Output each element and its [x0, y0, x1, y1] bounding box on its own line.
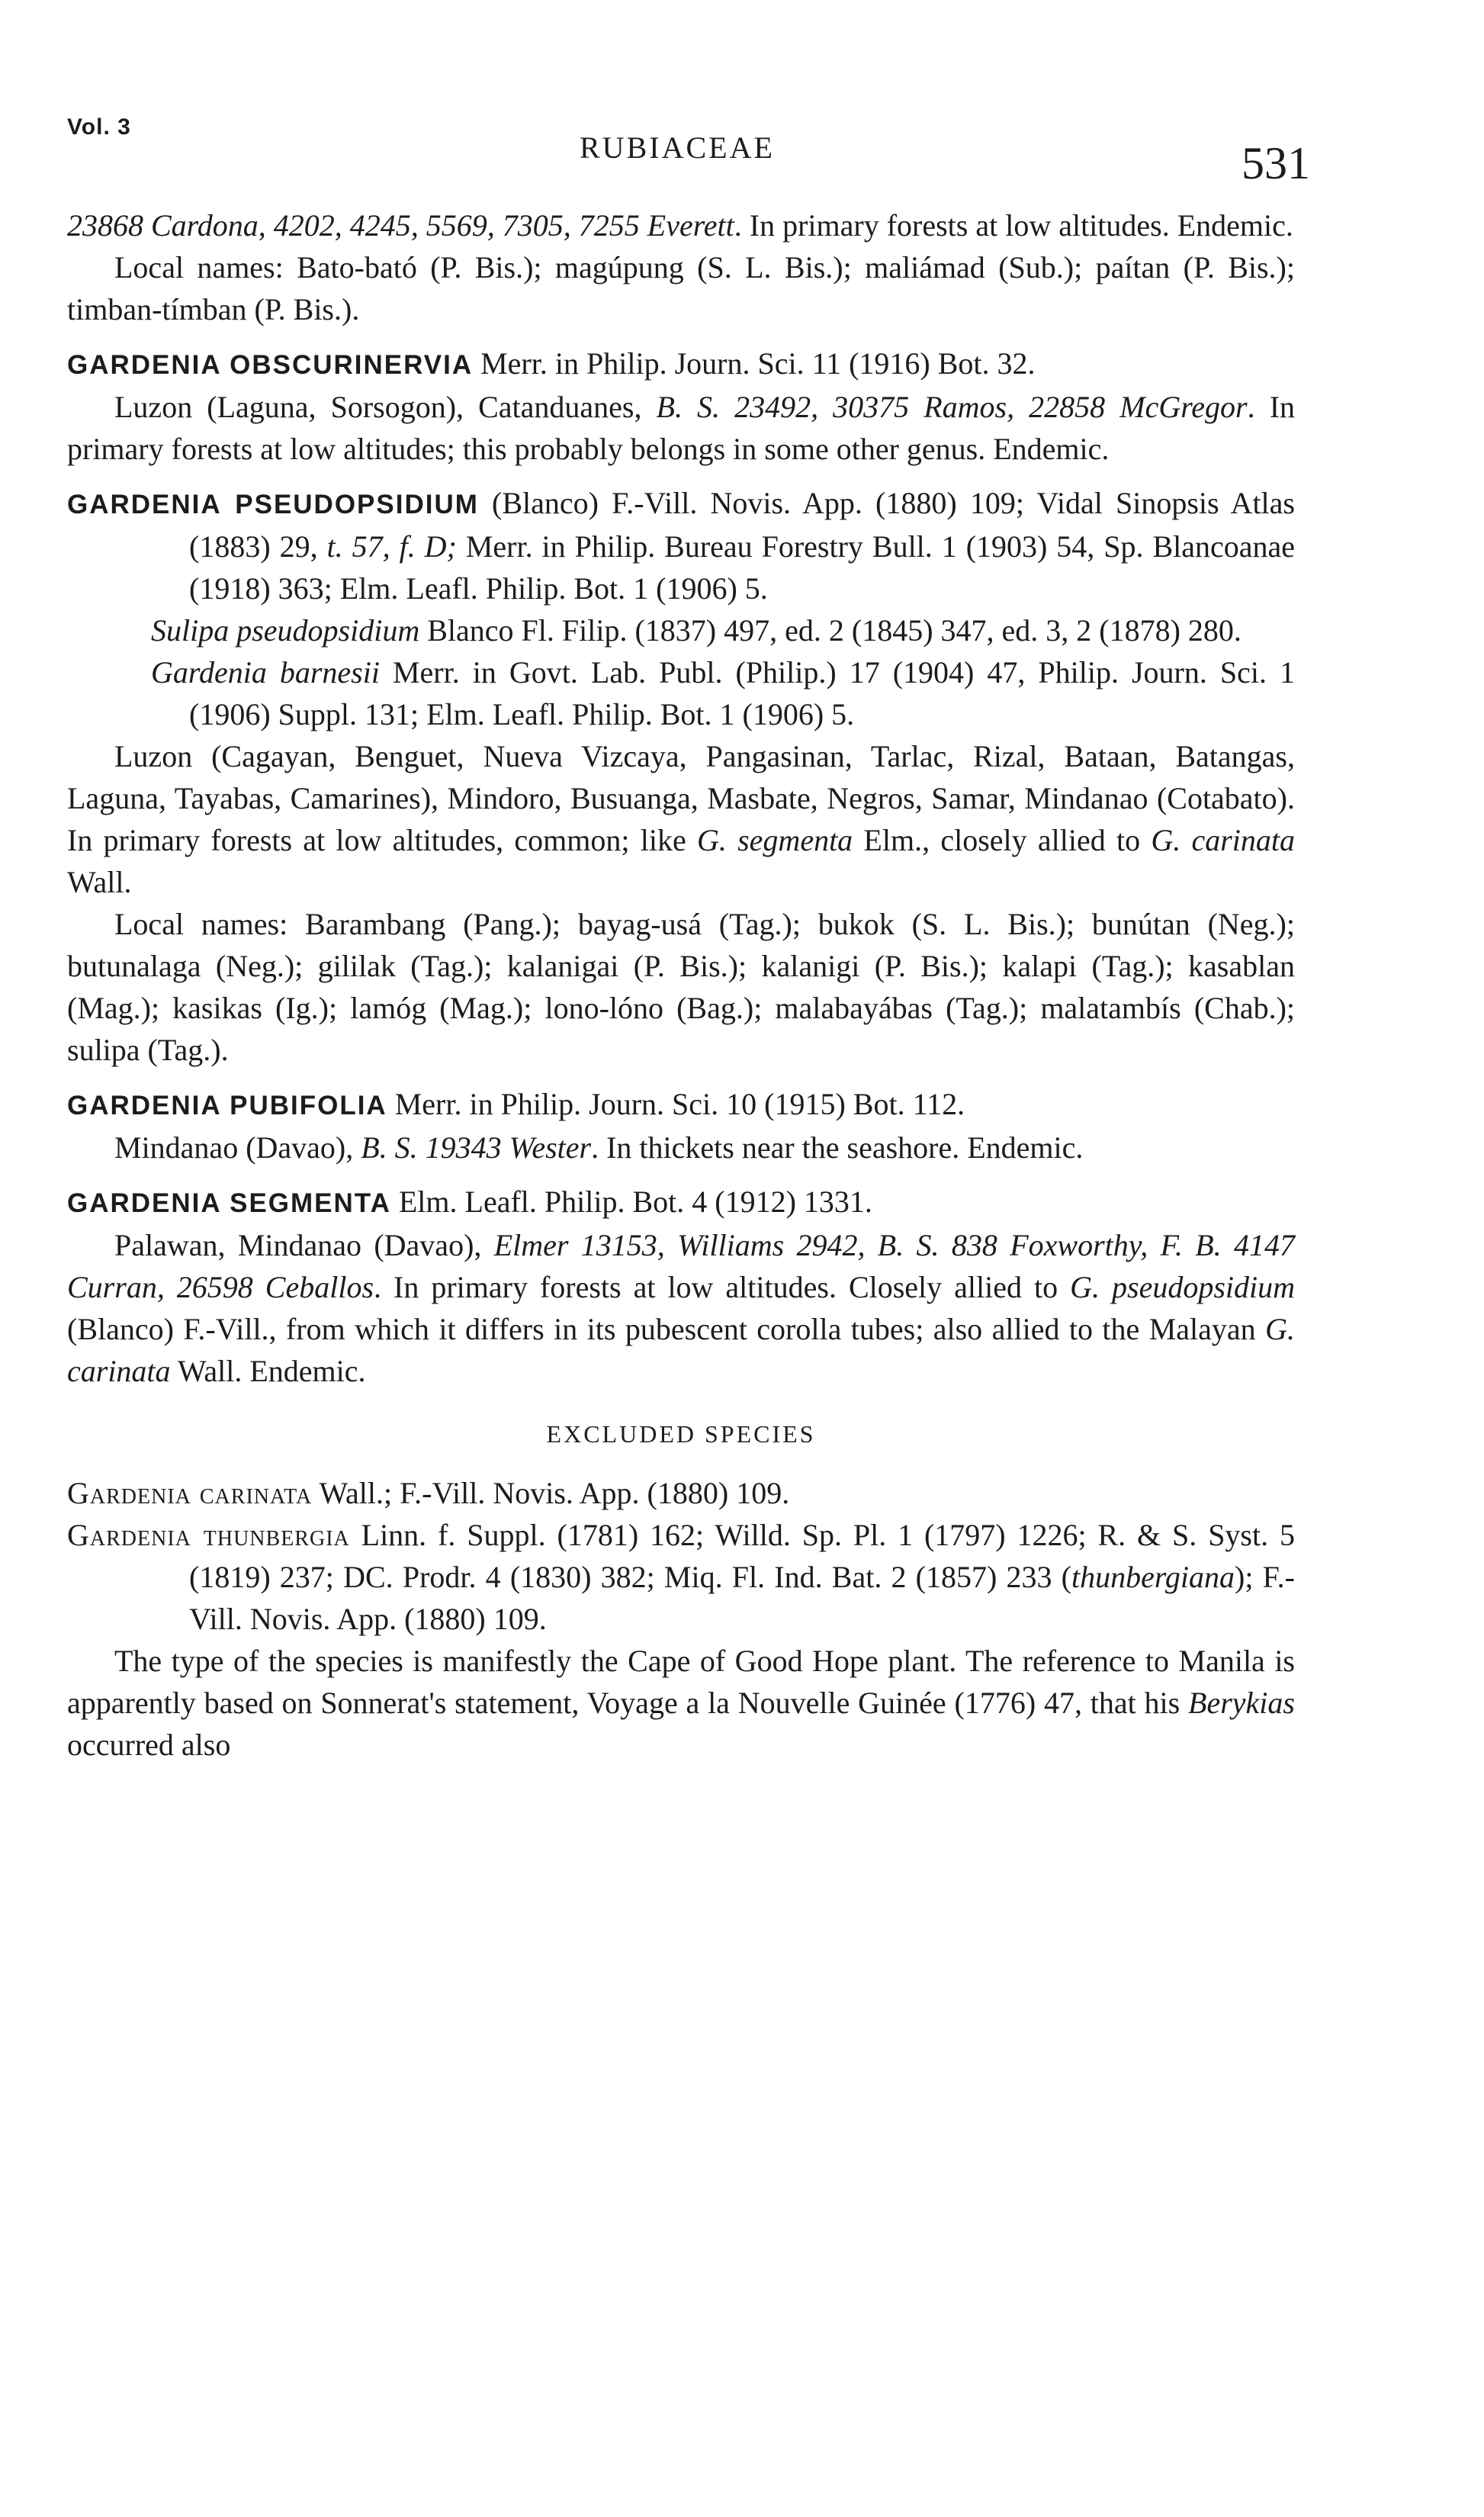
species-name: Gardenia carinata: [67, 1476, 313, 1510]
text-segment: Merr. in Govt. Lab. Publ. (Philip.) 17 (1904) 47, Philip. Journ. Sci. 1 (1906) Suppl. 131; Elm. Leafl. Philip. Bot. 1 (1906) 5.: [189, 655, 1295, 731]
text-segment: EXCLUDED SPECIES: [546, 1420, 816, 1448]
page-number: 531: [1241, 138, 1310, 188]
species-entry: [67, 1514, 1295, 1640]
italic-text: t. 57, f. D;: [326, 529, 457, 564]
paragraph: [67, 1127, 1295, 1168]
text-segment: ); F.-Vill. Novis. App. (1880) 109.: [189, 1560, 1295, 1636]
synonym-entry: [67, 609, 1295, 651]
text-segment: The type of the species is manifestly the Cape of Good Hope plant. The reference to Manila is apparently based on Sonnerat's statement, Voyage a la Nouvelle Guinée (1776) 47, that his: [67, 1644, 1295, 1720]
text-segment: Luzon (Cagayan, Benguet, Nueva Vizcaya, Pangasinan, Tarlac, Rizal, Bataan, Batangas, Laguna, Tayabas, Camarines), Mindoro, Busuanga, Masbate, Negros, Samar, Mindanao (Cotabato). In primary forests at low altitudes, common; like: [67, 739, 1295, 857]
text-segment: Wall.: [67, 865, 132, 899]
text-segment: . In primary forests at low altitudes. Endemic.: [734, 208, 1293, 243]
italic-text: G. carinata: [1151, 823, 1295, 857]
italic-text: 23868 Cardona, 4202, 4245, 5569, 7305, 7255 Everett: [67, 208, 734, 243]
species-entry: [67, 1181, 1295, 1224]
text-segment: Merr. in Philip. Journ. Sci. 11 (1916) Bot. 32.: [473, 346, 1036, 381]
paragraph: [67, 1224, 1295, 1392]
text-segment: (Blanco) F.-Vill., from which it differs in its pubescent corolla tubes; also allied to the Malayan: [67, 1312, 1266, 1346]
italic-text: G. segmenta: [696, 823, 853, 857]
paragraph: [67, 246, 1295, 330]
volume-label: Vol. 3: [67, 114, 131, 140]
species-entry: [67, 342, 1295, 386]
text-segment: . In primary forests at low altitudes; this probably belongs in some other genus. Endemic.: [67, 390, 1296, 466]
running-title: RUBIACEAE: [580, 130, 775, 165]
species-name: GARDENIA PUBIFOLIA: [67, 1091, 387, 1120]
text-segment: Elm., closely allied to: [853, 823, 1152, 857]
paragraph: [67, 903, 1295, 1071]
text-segment: occurred also: [67, 1728, 231, 1762]
text-segment: Merr. in Philip. Journ. Sci. 10 (1915) Bot. 112.: [387, 1087, 965, 1121]
paragraph: [67, 204, 1295, 246]
text-segment: Wall. Endemic.: [170, 1354, 366, 1388]
text-segment: . In primary forests at low altitudes. Closely allied to: [374, 1270, 1071, 1304]
species-name: GARDENIA OBSCURINERVIA: [67, 350, 474, 380]
text-segment: Blanco Fl. Filip. (1837) 497, ed. 2 (1845) 347, ed. 3, 2 (1878) 280.: [419, 613, 1241, 648]
paragraph: [67, 1640, 1295, 1766]
text-segment: Mindanao (Davao),: [114, 1130, 361, 1165]
paragraph: [67, 386, 1295, 470]
body-text: [67, 204, 1295, 1766]
species-entry: [67, 482, 1295, 609]
text-segment: Wall.; F.-Vill. Novis. App. (1880) 109.: [312, 1476, 790, 1510]
italic-text: Sulipa pseudopsidium: [151, 613, 420, 648]
italic-text: B. S. 19343 Wester: [361, 1130, 592, 1165]
species-name: GARDENIA PSEUDOPSIDIUM: [67, 490, 479, 519]
text-segment: (Blanco) F.-Vill. Novis. App. (1880) 109; Vidal Sinopsis Atlas (1883) 29,: [189, 486, 1295, 564]
species-entry: [67, 1472, 1295, 1514]
paragraph: [67, 735, 1295, 903]
italic-text: Elmer 13153, Williams 2942, B. S. 838 Foxworthy, F. B. 4147 Curran, 26598 Ceballos: [67, 1228, 1295, 1304]
italic-text: G. pseudopsidium: [1070, 1270, 1296, 1304]
italic-text: Berykias: [1188, 1686, 1295, 1720]
text-segment: Linn. f. Suppl. (1781) 162; Willd. Sp. Pl. 1 (1797) 1226; R. & S. Syst. 5 (1819) 237; DC. Prodr. 4 (1830) 382; Miq. Fl. Ind. Bat. 2 (1857) 233 (: [189, 1518, 1296, 1594]
section-heading: [67, 1413, 1295, 1455]
text-segment: . In thickets near the seashore. Endemic.: [591, 1130, 1084, 1165]
text-segment: Merr. in Philip. Bureau Forestry Bull. 1 (1903) 54, Sp. Blancoanae (1918) 363; Elm. Leafl. Philip. Bot. 1 (1906) 5.: [189, 529, 1296, 606]
text-segment: Luzon (Laguna, Sorsogon), Catanduanes,: [114, 390, 657, 424]
text-segment: Elm. Leafl. Philip. Bot. 4 (1912) 1331.: [390, 1185, 872, 1219]
species-name: GARDENIA SEGMENTA: [67, 1188, 391, 1218]
text-segment: Palawan, Mindanao (Davao),: [114, 1228, 494, 1262]
italic-text: B. S. 23492, 30375 Ramos, 22858 McGregor: [656, 390, 1248, 424]
italic-text: thunbergiana: [1071, 1560, 1235, 1594]
italic-text: G. carinata: [67, 1312, 1295, 1388]
species-name: Gardenia thunbergia: [67, 1518, 350, 1552]
species-entry: [67, 1083, 1295, 1127]
text-segment: Local names: Bato-bató (P. Bis.); magúpung (S. L. Bis.); maliámad (Sub.); paítan (P. Bis.); timban-tímban (P. Bis.).: [67, 250, 1295, 326]
synonym-entry: [67, 651, 1295, 735]
italic-text: Gardenia barnesii: [151, 655, 380, 690]
text-segment: Local names: Barambang (Pang.); bayag-usá (Tag.); bukok (S. L. Bis.); bunútan (Neg.); butunalaga (Neg.); gililak (Tag.); kalanigai (P. Bis.); kalanigi (P. Bis.); kalapi (Tag.); kasablan (Mag.); kasikas (Ig.); lamóg (Mag.); lono-lóno (Bag.); malabayábas (Tag.); malatambís (Chab.); sulipa (Tag.).: [67, 907, 1295, 1067]
